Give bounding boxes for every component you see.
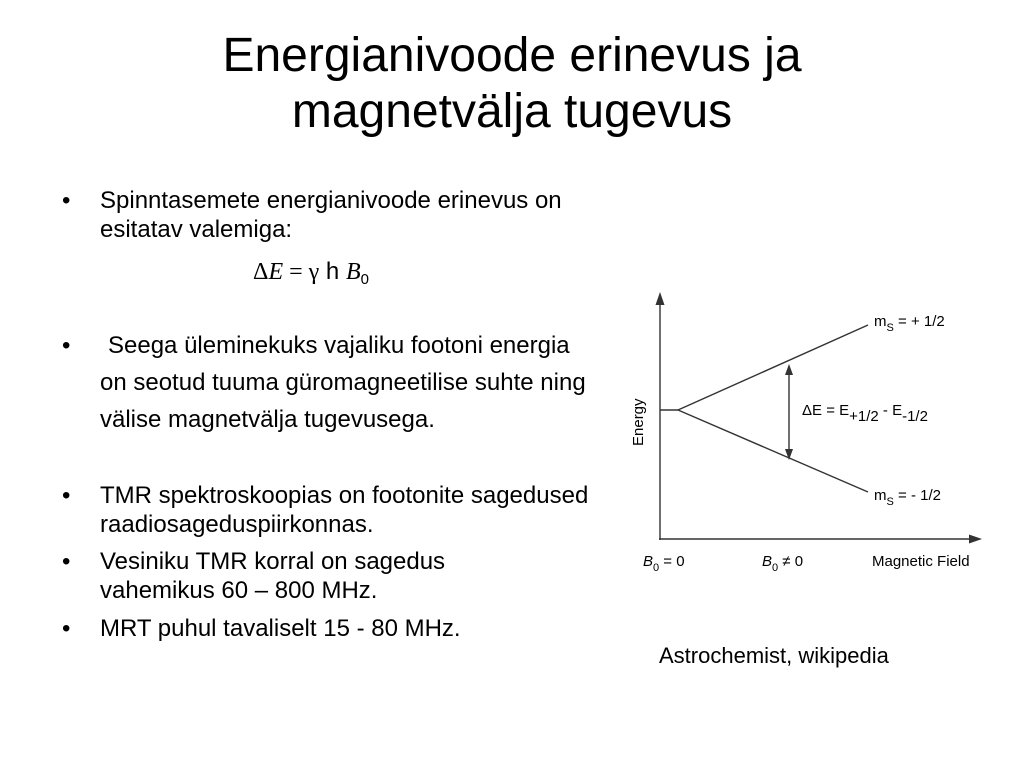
bullet-text: TMR spektroskoopias on footonite sagedused raadiosageduspiirkonnas. <box>100 482 589 538</box>
formula-e: E <box>268 259 284 285</box>
bullet-marker: • <box>62 548 71 575</box>
bullet-text: Seega üleminekuks vajaliku footoni energia on seotud tuuma güromagneetilise suhte ning välise magnetvälja tugevusega. <box>100 332 586 433</box>
formula-h: h <box>319 258 346 285</box>
slide-title-line-1: Energianivoode erinevus ja <box>222 29 802 82</box>
formula-b: B <box>345 259 361 285</box>
lower-level-label: $m_S$ = - 1/2 <box>874 487 941 508</box>
y-axis-arrowhead <box>656 292 665 305</box>
bullet-marker: • <box>62 482 71 509</box>
formula-b-subscript: 0 <box>360 271 369 288</box>
gamma-symbol: γ <box>308 259 320 285</box>
energy-gap-label: ΔE = E+1/2 - E-1/2 <box>802 402 928 425</box>
bullet-marker: • <box>62 332 71 359</box>
x-axis-label: Magnetic Field <box>872 553 970 570</box>
gap-arrowhead-bottom <box>785 449 793 460</box>
bullet-marker: • <box>62 187 71 214</box>
y-axis-label: Energy <box>630 398 647 446</box>
upper-spin-level-line <box>678 325 868 410</box>
lower-spin-level-line <box>678 410 868 492</box>
formula-equals: = <box>283 259 309 285</box>
slide-title-line-2: magnetvälja tugevus <box>291 85 733 138</box>
bullet-marker: • <box>62 615 71 642</box>
delta-symbol: Δ <box>253 259 269 285</box>
bullet-text: Spinntasemete energianivoode erinevus on esitatav valemiga: <box>100 187 562 243</box>
bullet-text: MRT puhul tavaliselt 15 - 80 MHz. <box>100 615 461 642</box>
b0-nonzero-label: $B_0 \ne 0$ <box>762 553 804 574</box>
gap-arrowhead-top <box>785 364 793 375</box>
image-credit: Astrochemist, wikipedia <box>659 643 889 668</box>
b0-zero-label: $B_0 = 0$ <box>643 553 685 574</box>
bullet-text: Vesiniku TMR korral on sagedus vahemikus 60 – 800 MHz. <box>100 548 446 604</box>
x-axis-arrowhead <box>969 535 982 544</box>
upper-level-label: $m_S$ = + 1/2 <box>874 313 945 334</box>
